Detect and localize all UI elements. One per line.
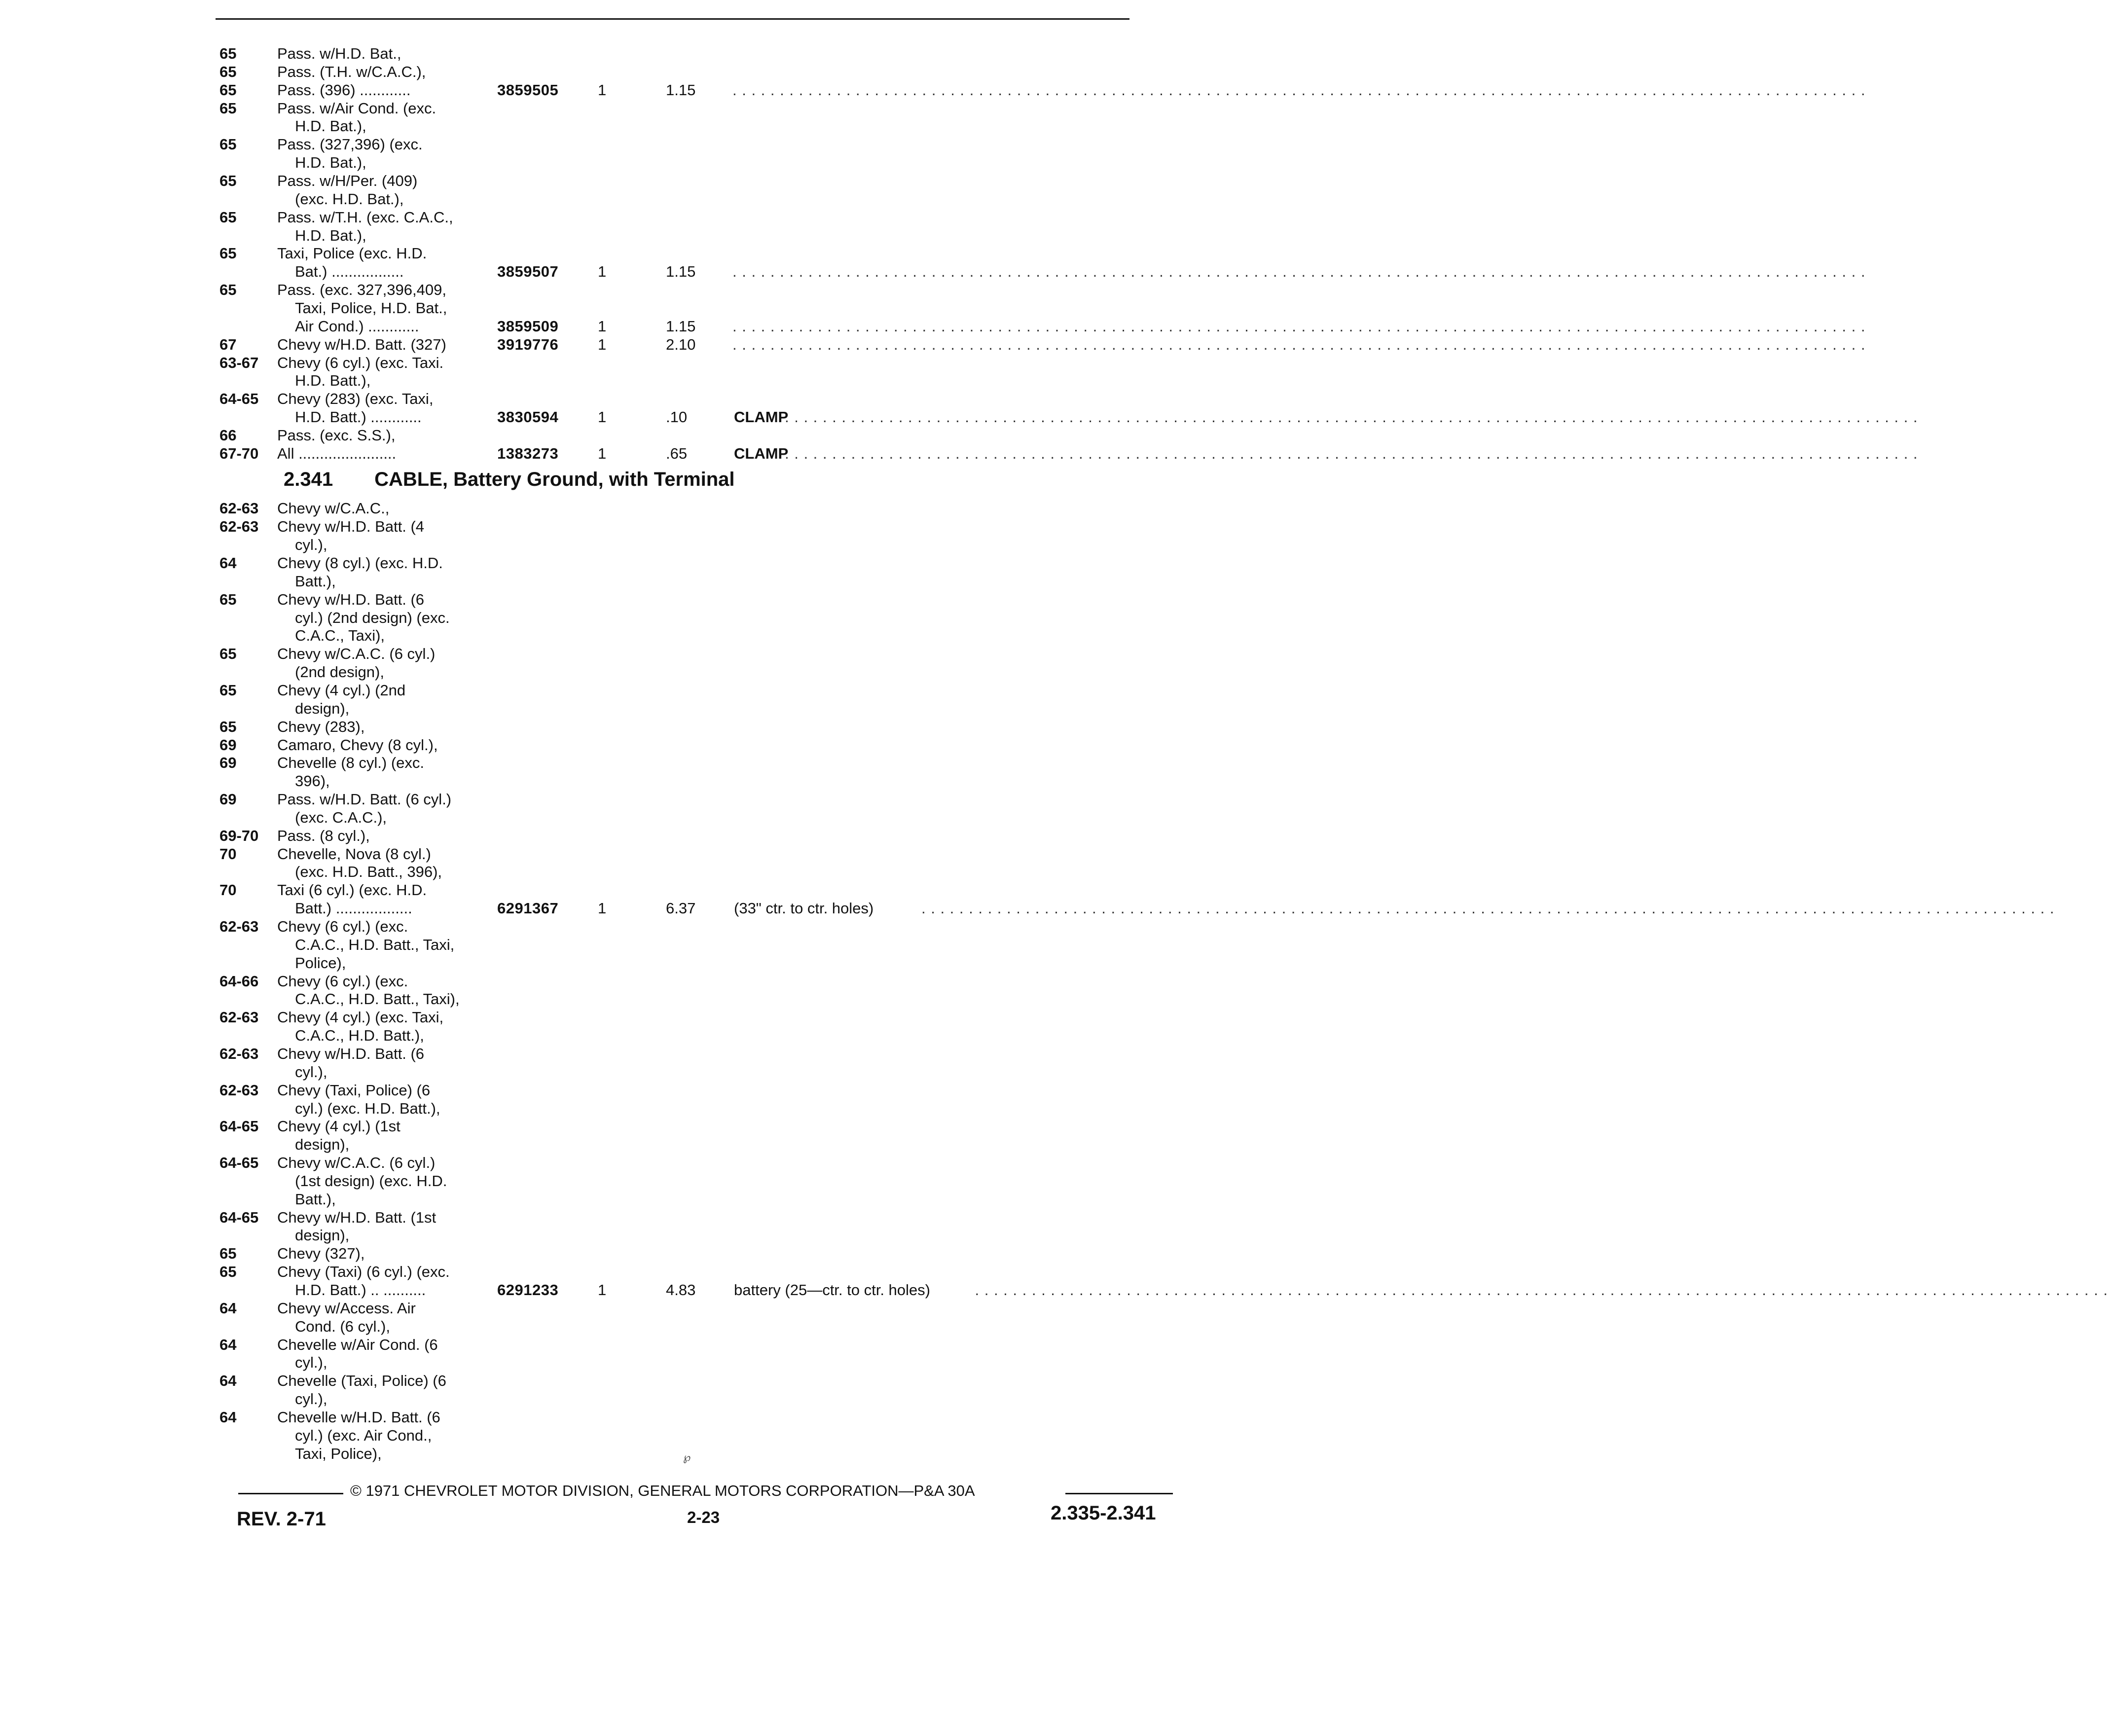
list-item [0,444,1923,463]
top-rule [216,18,1129,20]
application-description: Camaro, Chevy (8 cyl.), [277,736,438,754]
application-description: (1st design) (exc. H.D. [295,1172,447,1190]
model-year: 65 [219,590,237,608]
application-description: Chevy (6 cyl.) (exc. Taxi. [277,354,444,371]
application-description: cyl.), [295,536,328,554]
part-number: 6291367 [497,900,559,917]
quantity: 1 [598,444,607,462]
application-description: H.D. Batt.) .. .......... [295,1281,426,1299]
application-description: Pass. (8 cyl.), [277,827,370,844]
list-item [0,790,1247,808]
list-item [0,1299,1247,1317]
list-item [0,1063,1247,1081]
model-year: 65 [219,63,237,80]
part-number: 3859509 [497,317,559,335]
application-description: All ....................... [277,444,397,462]
application-description: Pass. w/T.H. (exc. C.A.C., [277,208,453,226]
list-item [0,736,1247,754]
application-description: Taxi (6 cyl.) (exc. H.D. [277,881,427,899]
section-title: CABLE, Battery Ground, with Terminal [374,469,735,490]
application-description: design), [295,699,350,717]
list-item [0,317,1871,335]
quantity: 1 [598,408,607,426]
model-year: 64-65 [219,1154,259,1171]
list-item [0,645,1247,663]
application-description: Batt.), [295,1190,336,1208]
list-item [0,499,1247,517]
list-item [0,1353,1247,1372]
model-year: 70 [219,845,237,863]
quantity: 1 [598,1281,607,1299]
application-description: Pass. w/H/Per. (409) [277,172,418,189]
application-description: 396), [295,772,330,790]
part-number: 3919776 [497,335,559,353]
leader-dots: . . . . . . . . . . . . . . . . . . . . . . . . . . . . . . . . . . . . . . . . . . . . . . . . . . . . . . . . . . . . . . . . . . . . . . . . . . . . . . . . . . . . . . . . . . . . . . . . . . . . . . . . . . . . . . . . . . . . . . . . [921,900,2060,917]
list-item [0,609,1247,627]
list-item [0,899,2060,917]
application-description: Chevelle, Nova (8 cyl.) [277,845,431,863]
application-description: (2nd design), [295,663,384,681]
model-year: 65 [219,172,237,189]
application-description: Chevy w/C.A.C., [277,500,390,517]
list-item [0,626,1247,645]
section-number: 2.341 [284,469,333,490]
leader-dots: . . . . . . . . . . . . . . . . . . . . . . . . . . . . . . . . . . . . . . . . . . . . . . . . . . . . . . . . . . . . . . . . . . . . . . . . . . . . . . . . . . . . . . . . . . . . . . . . . . . . . . . . . . . . . . . . . . . . . . . . [975,1281,2113,1299]
application-description: Bat.) ................. [295,263,404,281]
application-description: Pass. (396) ............ [277,81,411,99]
remark: CLAMP [734,408,789,426]
section-range: 2.335-2.341 [1051,1502,1156,1524]
list-item [0,990,1247,1008]
list-item [0,663,1247,681]
part-number: 3859505 [497,81,559,99]
list-item [0,335,1871,354]
quantity: 1 [598,335,607,353]
model-year: 65 [219,208,237,226]
model-year: 62-63 [219,518,259,536]
list-item [0,390,1247,408]
list-item [0,208,1247,226]
application-description: (exc. H.D. Bat.), [295,190,404,208]
list-item [0,153,1247,172]
list-item [0,1281,2113,1299]
application-description: Taxi, Police), [295,1445,382,1462]
list-item [0,1408,1247,1426]
model-year: 69 [219,736,237,754]
model-year: 66 [219,426,237,444]
part-number: 1383273 [497,444,559,462]
list-item [0,1372,1247,1390]
part-number: 6291233 [497,1281,559,1299]
application-description: design), [295,1227,350,1244]
model-year: 69-70 [219,827,259,844]
section-heading [284,469,735,491]
application-description: (exc. C.A.C.), [295,808,387,826]
model-year: 62-63 [219,1045,259,1062]
application-description: Cond. (6 cyl.), [295,1317,390,1335]
model-year: 62-63 [219,918,259,935]
list-item [0,226,1247,245]
model-year: 64-65 [219,1208,259,1226]
model-year: 64-66 [219,972,259,990]
list-item [0,172,1247,190]
application-description: Chevy w/Access. Air [277,1299,416,1317]
application-description: Chevy w/C.A.C. (6 cyl.) [277,645,436,663]
model-year: 65 [219,281,237,298]
price: .10 [666,408,688,426]
part-number: 3859507 [497,263,559,281]
model-year: 64 [219,554,237,572]
list-item [0,1099,1247,1118]
list-item [0,63,1247,81]
quantity: 1 [598,263,607,281]
list-item [0,863,1247,881]
model-year: 65 [219,99,237,117]
leader-dots: . . . . . . . . . . . . . . . . . . . . . . . . . . . . . . . . . . . . . . . . . . . . . . . . . . . . . . . . . . . . . . . . . . . . . . . . . . . . . . . . . . . . . . . . . . . . . . . . . . . . . . . . . . . . . . . . . . . . . . . . [732,263,1871,281]
application-description: Chevy (8 cyl.) (exc. H.D. [277,554,443,572]
price: .65 [666,444,688,462]
footer-rule-right [1065,1493,1173,1494]
application-description: H.D. Batt.), [295,372,371,390]
list-item [0,1226,1247,1244]
application-description: Chevy (283) (exc. Taxi, [277,390,434,408]
application-description: Chevy w/C.A.C. (6 cyl.) [277,1154,436,1171]
list-item [0,1172,1247,1190]
model-year: 65 [219,245,237,262]
application-description: H.D. Bat.), [295,226,366,244]
copyright-line: © 1971 CHEVROLET MOTOR DIVISION, GENERAL MOTORS CORPORATION—P&A 30A [350,1482,975,1499]
list-item [0,135,1247,153]
list-item [0,1244,1247,1263]
application-description: C.A.C., H.D. Batt., Taxi), [295,990,460,1008]
remark: CLAMP [734,444,789,462]
stray-mark: ℘ [683,1451,691,1463]
list-item [0,1336,1247,1354]
application-description: Pass. (327,396) (exc. [277,136,423,153]
list-item [0,972,1247,990]
application-description: Air Cond.) ............ [295,317,419,335]
application-description: Pass. (T.H. w/C.A.C.), [277,63,426,80]
application-description: Chevelle w/H.D. Batt. (6 [277,1408,440,1426]
model-year: 64 [219,1408,237,1426]
model-year: 70 [219,881,237,899]
list-item [0,190,1247,208]
application-description: Chevy (283), [277,718,365,735]
list-item [0,1317,1247,1336]
model-year: 62-63 [219,1009,259,1026]
price: 1.15 [666,81,696,99]
list-item [0,408,1923,426]
application-description: Pass. w/H.D. Batt. (6 cyl.) [277,791,452,808]
model-year: 64 [219,1336,237,1353]
application-description: cyl.), [295,1390,328,1408]
list-item [0,1008,1247,1026]
list-item [0,44,1247,63]
model-year: 69 [219,754,237,772]
application-description: H.D. Bat.), [295,154,366,172]
list-item [0,699,1247,718]
list-item [0,754,1247,772]
list-item [0,827,1247,845]
list-item [0,1426,1247,1445]
remark: battery (25—ctr. to ctr. holes) [734,1281,930,1299]
model-year: 63-67 [219,354,259,371]
model-year: 65 [219,681,237,699]
quantity: 1 [598,81,607,99]
application-description: C.A.C., H.D. Batt., Taxi, [295,936,455,953]
application-description: cyl.) (exc. Air Cond., [295,1426,432,1444]
page-number: 2-23 [687,1508,720,1526]
model-year: 62-63 [219,500,259,517]
model-year: 64 [219,1299,237,1317]
application-description: (exc. H.D. Batt., 396), [295,863,442,881]
application-description: Chevy w/H.D. Batt. (327) [277,335,446,353]
application-description: design), [295,1136,350,1154]
list-item [0,426,1247,444]
remark: (33" ctr. to ctr. holes) [734,900,874,917]
list-item [0,772,1247,790]
price: 2.10 [666,335,696,353]
model-year: 64-65 [219,1118,259,1135]
application-description: C.A.C., H.D. Batt.), [295,1027,424,1045]
application-description: Police), [295,954,346,972]
application-description: cyl.), [295,1063,328,1081]
model-year: 65 [219,136,237,153]
list-item [0,244,1247,262]
list-item [0,681,1247,699]
list-item [0,718,1247,736]
list-item [0,572,1247,590]
list-item [0,881,1247,899]
model-year: 64 [219,1372,237,1390]
revision-label: REV. 2-71 [237,1508,326,1530]
list-item [0,299,1247,317]
application-description: Chevy w/H.D. Batt. (4 [277,518,425,536]
model-year: 65 [219,1245,237,1263]
leader-dots: . . . . . . . . . . . . . . . . . . . . . . . . . . . . . . . . . . . . . . . . . . . . . . . . . . . . . . . . . . . . . . . . . . . . . . . . . . . . . . . . . . . . . . . . . . . . . . . . . . . . . . . . . . . . . . . . . . . . . . . . [732,335,1871,353]
leader-dots: . . . . . . . . . . . . . . . . . . . . . . . . . . . . . . . . . . . . . . . . . . . . . . . . . . . . . . . . . . . . . . . . . . . . . . . . . . . . . . . . . . . . . . . . . . . . . . . . . . . . . . . . . . . . . . . . . . . . . . . . [732,81,1871,99]
application-description: Chevy (6 cyl.) (exc. [277,972,408,990]
list-item [0,936,1247,954]
list-item [0,371,1247,390]
application-description: C.A.C., Taxi), [295,627,385,645]
model-year: 64-65 [219,390,259,408]
list-item [0,845,1247,863]
application-description: Chevy (4 cyl.) (2nd [277,681,406,699]
list-item [0,281,1247,299]
list-item [0,1445,1247,1463]
list-item [0,99,1247,117]
model-year: 65 [219,81,237,99]
application-description: cyl.) (exc. H.D. Batt.), [295,1099,440,1117]
application-description: cyl.) (2nd design) (exc. [295,609,450,626]
list-item [0,517,1247,536]
price: 1.15 [666,317,696,335]
quantity: 1 [598,900,607,917]
application-description: Chevy (4 cyl.) (1st [277,1118,401,1135]
model-year: 67-70 [219,444,259,462]
application-description: Chevy (327), [277,1245,365,1263]
list-item [0,1390,1247,1408]
list-item [0,1117,1247,1135]
application-description: Chevy (Taxi, Police) (6 [277,1081,431,1099]
list-item [0,354,1247,372]
list-item [0,536,1247,554]
application-description: Pass. w/H.D. Bat., [277,45,401,62]
part-number: 3830594 [497,408,559,426]
application-description: Chevelle w/Air Cond. (6 [277,1336,438,1353]
model-year: 65 [219,45,237,62]
list-item [0,262,1871,281]
application-description: H.D. Bat.), [295,117,366,135]
application-description: Pass. w/Air Cond. (exc. [277,99,437,117]
application-description: Pass. (exc. 327,396,409, [277,281,446,298]
quantity: 1 [598,317,607,335]
list-item [0,1135,1247,1154]
list-item [0,1045,1247,1063]
list-item [0,1026,1247,1045]
list-item [0,1263,1247,1281]
application-description: Chevy (Taxi) (6 cyl.) (exc. [277,1263,450,1281]
model-year: 65 [219,645,237,663]
leader-dots: . . . . . . . . . . . . . . . . . . . . . . . . . . . . . . . . . . . . . . . . . . . . . . . . . . . . . . . . . . . . . . . . . . . . . . . . . . . . . . . . . . . . . . . . . . . . . . . . . . . . . . . . . . . . . . . . . . . . . . . . [785,444,1923,462]
model-year: 65 [219,1263,237,1281]
application-description: Batt.), [295,572,336,590]
application-description: Chevelle (Taxi, Police) (6 [277,1372,446,1390]
price: 1.15 [666,263,696,281]
application-description: Chevy w/H.D. Batt. (6 [277,1045,425,1062]
application-description: Batt.) .................. [295,900,412,917]
list-item [0,1190,1247,1208]
leader-dots: . . . . . . . . . . . . . . . . . . . . . . . . . . . . . . . . . . . . . . . . . . . . . . . . . . . . . . . . . . . . . . . . . . . . . . . . . . . . . . . . . . . . . . . . . . . . . . . . . . . . . . . . . . . . . . . . . . . . . . . . [732,317,1871,335]
application-description: Chevy w/H.D. Batt. (6 [277,590,425,608]
footer-rule-left [238,1493,343,1494]
list-item [0,117,1247,135]
model-year: 65 [219,718,237,735]
model-year: 62-63 [219,1081,259,1099]
list-item [0,1154,1247,1172]
price: 4.83 [666,1281,696,1299]
model-year: 67 [219,335,237,353]
list-item [0,1208,1247,1227]
price: 6.37 [666,900,696,917]
application-description: Chevy (4 cyl.) (exc. Taxi, [277,1009,444,1026]
application-description: Taxi, Police, H.D. Bat., [295,299,447,317]
list-item [0,1081,1247,1099]
list-item [0,554,1247,572]
list-item [0,808,1247,827]
application-description: H.D. Batt.) ............ [295,408,422,426]
list-item [0,81,1871,99]
application-description: Taxi, Police (exc. H.D. [277,245,427,262]
application-description: Chevy w/H.D. Batt. (1st [277,1208,437,1226]
list-item [0,954,1247,972]
list-item [0,590,1247,609]
application-description: Chevelle (8 cyl.) (exc. [277,754,425,772]
list-item [0,917,1247,936]
application-description: Pass. (exc. S.S.), [277,426,396,444]
leader-dots: . . . . . . . . . . . . . . . . . . . . . . . . . . . . . . . . . . . . . . . . . . . . . . . . . . . . . . . . . . . . . . . . . . . . . . . . . . . . . . . . . . . . . . . . . . . . . . . . . . . . . . . . . . . . . . . . . . . . . . . . [785,408,1923,426]
application-description: Chevy (6 cyl.) (exc. [277,918,408,935]
application-description: cyl.), [295,1354,328,1372]
model-year: 69 [219,791,237,808]
